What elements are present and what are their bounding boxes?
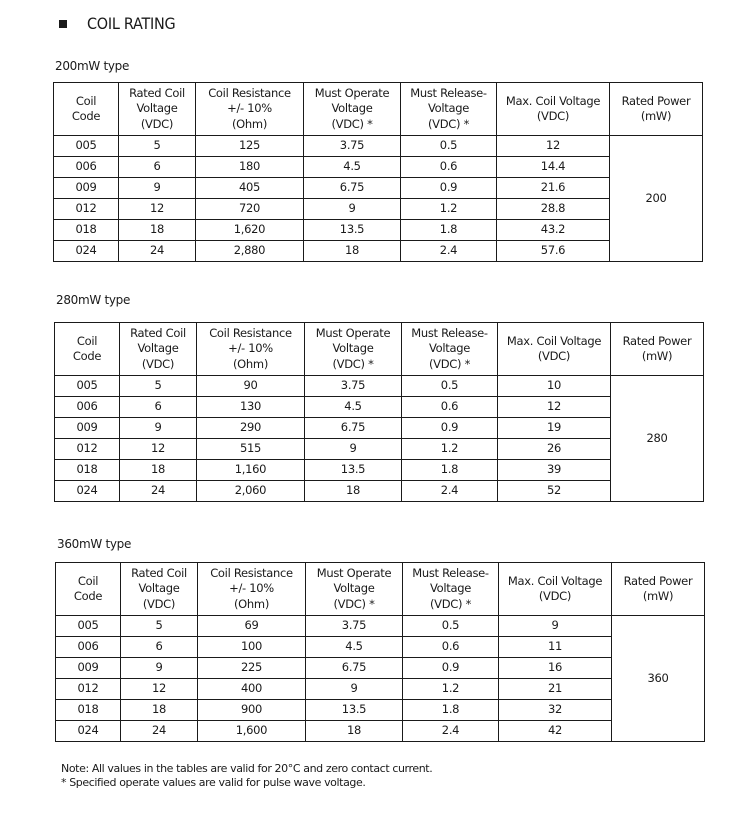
table-cell: 21	[499, 679, 612, 700]
column-header-line: (VDC)	[142, 596, 176, 611]
table-cell: 6	[119, 157, 196, 178]
table-cell: 2.4	[403, 721, 499, 742]
table-cell: 18	[121, 700, 198, 721]
table-cell: 19	[498, 418, 611, 439]
column-header-line: (VDC)	[141, 356, 175, 371]
table-cell: 5	[121, 616, 198, 637]
table-cell: 1.8	[402, 460, 498, 481]
column-header	[402, 323, 498, 376]
table-row	[55, 460, 704, 481]
column-header	[55, 323, 120, 376]
table-section-label: 360mW type	[57, 537, 132, 551]
table-row	[56, 658, 705, 679]
table-cell: 0.5	[403, 616, 499, 637]
column-header-line: Code	[71, 109, 101, 123]
column-header-line: (Ohm)	[233, 596, 270, 611]
table-cell: 130	[197, 397, 305, 418]
column-header-line: (VDC) *	[333, 596, 375, 611]
header-row	[54, 83, 703, 136]
column-header-line: (VDC)	[538, 589, 572, 603]
table-cell: 4.5	[305, 397, 402, 418]
table-cell: 005	[55, 376, 120, 397]
table-cell: 12	[120, 439, 197, 460]
column-header	[306, 563, 403, 616]
table-cell: 21.6	[497, 178, 610, 199]
table-cell: 42	[499, 721, 612, 742]
table-cell: 720	[196, 199, 304, 220]
table-cell: 57.6	[497, 241, 610, 262]
table-cell: 9	[121, 658, 198, 679]
column-header-line: (VDC) *	[428, 356, 471, 371]
table-cell: 5	[120, 376, 197, 397]
table-cell: 0.5	[402, 376, 498, 397]
column-header-line: Voltage	[333, 581, 375, 596]
column-header-line: (VDC)	[140, 116, 174, 131]
table-cell: 4.5	[304, 157, 401, 178]
table-row	[55, 481, 704, 502]
table-cell: 024	[56, 721, 121, 742]
column-header-line: (VDC)	[536, 109, 570, 123]
table-row	[55, 418, 704, 439]
table-cell: 0.6	[403, 637, 499, 658]
table-cell: 13.5	[305, 460, 402, 481]
table-cell: 9	[499, 616, 612, 637]
table-cell: 6.75	[305, 418, 402, 439]
table-cell: 012	[55, 439, 120, 460]
column-header-line: Voltage	[138, 581, 180, 596]
table-section-label: 200mW type	[55, 59, 130, 73]
column-header-line: Max. Coil Voltage	[507, 573, 603, 588]
table-row	[56, 679, 705, 700]
table-cell: 290	[197, 418, 305, 439]
column-header-line: +/- 10%	[228, 341, 273, 356]
table-cell: 515	[197, 439, 305, 460]
column-header-line: Max. Coil Voltage	[505, 93, 601, 108]
column-header-line: Rated Power	[621, 93, 691, 108]
table-cell: 018	[56, 700, 121, 721]
table-cell: 13.5	[306, 700, 403, 721]
table-cell: 24	[120, 481, 197, 502]
table-cell: 1,600	[198, 721, 306, 742]
table-row	[56, 637, 705, 658]
table-cell: 39	[498, 460, 611, 481]
column-header-line: (Ohm)	[231, 116, 268, 131]
table-cell: 18	[119, 220, 196, 241]
table-cell: 9	[119, 178, 196, 199]
column-header	[121, 563, 198, 616]
table-cell: 006	[54, 157, 119, 178]
table-cell: 005	[54, 136, 119, 157]
table-cell: 018	[54, 220, 119, 241]
column-header-line: Voltage	[427, 101, 470, 116]
table-cell: 12	[119, 199, 196, 220]
table-row	[54, 157, 703, 178]
column-header-line: Must Operate	[316, 565, 392, 580]
column-header	[198, 563, 306, 616]
rated-power-cell: 280	[611, 376, 704, 502]
table-cell: 1.8	[401, 220, 497, 241]
column-header-line: Coil	[76, 333, 98, 348]
rated-power-cell: 360	[612, 616, 705, 742]
table-cell: 1.2	[401, 199, 497, 220]
column-header-line: Must Operate	[314, 85, 390, 100]
table-cell: 16	[499, 658, 612, 679]
table-cell: 24	[121, 721, 198, 742]
column-header-line: Voltage	[332, 341, 374, 356]
table-cell: 1.2	[402, 439, 498, 460]
header-row	[56, 563, 705, 616]
table-cell: 2,880	[196, 241, 304, 262]
column-header-line: Voltage	[429, 581, 472, 596]
column-header-line: Must Operate	[315, 325, 391, 340]
table-cell: 6	[120, 397, 197, 418]
table-row	[56, 700, 705, 721]
column-header-line: (VDC) *	[332, 356, 374, 371]
table-cell: 3.75	[305, 376, 402, 397]
table-cell: 024	[55, 481, 120, 502]
table-cell: 005	[56, 616, 121, 637]
table-cell: 180	[196, 157, 304, 178]
column-header-line: Voltage	[137, 341, 179, 356]
table-cell: 2.4	[401, 241, 497, 262]
table-row	[54, 178, 703, 199]
table-row	[54, 136, 703, 157]
table-cell: 18	[120, 460, 197, 481]
table-cell: 6.75	[306, 658, 403, 679]
column-header-line: Voltage	[331, 101, 373, 116]
table-cell: 43.2	[497, 220, 610, 241]
column-header-line: (VDC)	[537, 349, 571, 363]
table-cell: 11	[499, 637, 612, 658]
table-cell: 9	[120, 418, 197, 439]
table-cell: 012	[56, 679, 121, 700]
column-header	[56, 563, 121, 616]
column-header-line: Must Release-	[410, 85, 487, 100]
table-section-label: 280mW type	[56, 293, 131, 307]
table-cell: 900	[198, 700, 306, 721]
table-cell: 32	[499, 700, 612, 721]
rated-power-cell: 200	[610, 136, 703, 262]
table-cell: 0.9	[402, 418, 498, 439]
table-cell: 2,060	[197, 481, 305, 502]
table-cell: 28.8	[497, 199, 610, 220]
table-cell: 6.75	[304, 178, 401, 199]
column-header-line: Rated Coil	[130, 325, 186, 340]
square-bullet-icon	[59, 20, 67, 28]
table-cell: 024	[54, 241, 119, 262]
table-cell: 12	[121, 679, 198, 700]
column-header-line: Must Release-	[411, 325, 488, 340]
column-header-line: Code	[72, 349, 102, 363]
table-row	[54, 241, 703, 262]
column-header-line: Coil Resistance	[208, 85, 291, 100]
column-header-line: Must Release-	[412, 565, 489, 580]
table-cell: 52	[498, 481, 611, 502]
coil-rating-table	[54, 322, 704, 502]
column-header-line: Coil	[75, 93, 97, 108]
column-header	[403, 563, 499, 616]
column-header	[120, 323, 197, 376]
table-cell: 69	[198, 616, 306, 637]
column-header	[497, 83, 610, 136]
column-header	[499, 563, 612, 616]
table-cell: 18	[304, 241, 401, 262]
column-header-line: (VDC) *	[429, 596, 472, 611]
column-header-line: Max. Coil Voltage	[506, 333, 602, 348]
table-cell: 18	[306, 721, 403, 742]
column-header-line: Coil	[77, 573, 99, 588]
page-title	[59, 14, 185, 33]
column-header-line: (mW)	[640, 109, 672, 123]
column-header	[498, 323, 611, 376]
table-row	[55, 439, 704, 460]
column-header-line: Rated Power	[622, 333, 692, 348]
column-header	[54, 83, 119, 136]
column-header-line: Rated Coil	[131, 565, 187, 580]
table-cell: 0.6	[402, 397, 498, 418]
table-cell: 006	[56, 637, 121, 658]
table-cell: 405	[196, 178, 304, 199]
table-cell: 90	[197, 376, 305, 397]
table-cell: 2.4	[402, 481, 498, 502]
coil-rating-table	[55, 562, 705, 742]
table-cell: 13.5	[304, 220, 401, 241]
table-cell: 1.2	[403, 679, 499, 700]
footnotes	[61, 762, 432, 790]
column-header-line: Code	[73, 589, 103, 603]
table-cell: 12	[497, 136, 610, 157]
column-header-line: Voltage	[136, 101, 178, 116]
table-cell: 14.4	[497, 157, 610, 178]
column-header-line: +/- 10%	[227, 101, 272, 116]
table-cell: 012	[54, 199, 119, 220]
table-cell: 3.75	[306, 616, 403, 637]
table-cell: 1,620	[196, 220, 304, 241]
footnote-temperature: Note: All values in the tables are valid for 20°C and zero contact current.	[61, 762, 433, 775]
table-cell: 18	[305, 481, 402, 502]
column-header-line: (VDC) *	[427, 116, 470, 131]
table-cell: 100	[198, 637, 306, 658]
table-cell: 24	[119, 241, 196, 262]
column-header-line: Rated Power	[623, 573, 693, 588]
column-header-line: (mW)	[641, 349, 673, 363]
title-text: COIL RATING	[87, 14, 176, 33]
column-header-line: (VDC) *	[331, 116, 373, 131]
table-cell: 1,160	[197, 460, 305, 481]
column-header	[612, 563, 705, 616]
table-cell: 125	[196, 136, 304, 157]
table-row	[54, 220, 703, 241]
table-cell: 009	[54, 178, 119, 199]
column-header-line: (mW)	[642, 589, 674, 603]
table-cell: 0.9	[401, 178, 497, 199]
column-header	[197, 323, 305, 376]
table-row	[56, 616, 705, 637]
table-row	[56, 721, 705, 742]
column-header	[305, 323, 402, 376]
column-header-line: Coil Resistance	[209, 325, 292, 340]
table-cell: 009	[56, 658, 121, 679]
table-cell: 009	[55, 418, 120, 439]
column-header	[610, 83, 703, 136]
table-cell: 6	[121, 637, 198, 658]
table-cell: 5	[119, 136, 196, 157]
table-cell: 0.5	[401, 136, 497, 157]
table-cell: 10	[498, 376, 611, 397]
table-cell: 0.9	[403, 658, 499, 679]
column-header	[196, 83, 304, 136]
table-cell: 4.5	[306, 637, 403, 658]
footnote-pulse-wave: * Specified operate values are valid for pulse wave voltage.	[61, 776, 366, 789]
column-header-line: Voltage	[428, 341, 471, 356]
table-cell: 0.6	[401, 157, 497, 178]
column-header-line: Coil Resistance	[210, 565, 293, 580]
column-header	[611, 323, 704, 376]
column-header-line: +/- 10%	[229, 581, 274, 596]
table-cell: 3.75	[304, 136, 401, 157]
table-cell: 9	[304, 199, 401, 220]
header-row	[55, 323, 704, 376]
table-cell: 006	[55, 397, 120, 418]
coil-rating-table	[53, 82, 703, 262]
table-cell: 12	[498, 397, 611, 418]
table-cell: 1.8	[403, 700, 499, 721]
table-row	[55, 397, 704, 418]
table-cell: 225	[198, 658, 306, 679]
column-header	[119, 83, 196, 136]
column-header	[401, 83, 497, 136]
table-cell: 400	[198, 679, 306, 700]
column-header-line: (Ohm)	[232, 356, 269, 371]
table-row	[55, 376, 704, 397]
column-header-line: Rated Coil	[129, 85, 185, 100]
table-cell: 26	[498, 439, 611, 460]
table-row	[54, 199, 703, 220]
table-cell: 9	[305, 439, 402, 460]
column-header	[304, 83, 401, 136]
table-cell: 018	[55, 460, 120, 481]
table-cell: 9	[306, 679, 403, 700]
